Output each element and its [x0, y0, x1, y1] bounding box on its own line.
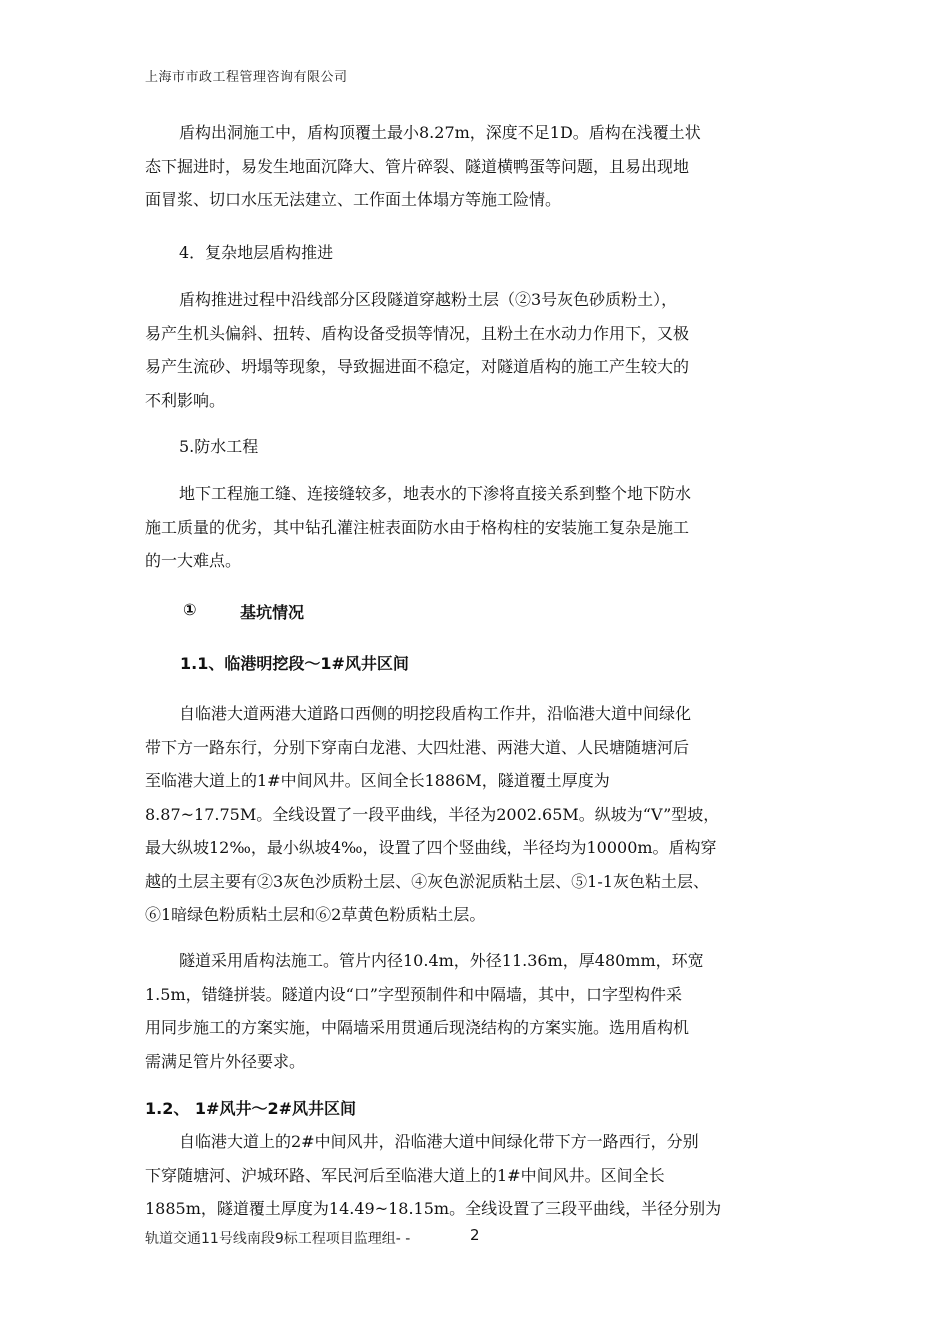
subsection-heading-1-1: 1.1、临港明挖段～1#风井区间	[180, 654, 409, 673]
text-line: 最大纵坡12‰，最小纵坡4‰，设置了四个竖曲线，半径均为10000m。盾构穿	[145, 838, 717, 857]
text-line: 自临港大道上的2#中间风井，沿临港大道中间绿化带下方一路西行，分别	[179, 1132, 699, 1151]
text-line: 1.5m，错缝拼装。隧道内设“口”字型预制件和中隔墙，其中，口字型构件采	[145, 984, 682, 1004]
text-line: 态下掘进时，易发生地面沉降大、管片碎裂、隧道横鸭蛋等问题，且易出现地	[145, 156, 690, 176]
paragraph-1	[145, 116, 820, 217]
paragraph-4	[145, 697, 820, 932]
text-line: 用同步施工的方案实施，中隔墙采用贯通后现浇结构的方案实施。选用盾构机	[145, 1018, 690, 1037]
paragraph-3	[145, 477, 820, 578]
text-line: 下穿随塘河、沪城环路、军民河后至临港大道上的1#中间风井。区间全长	[145, 1165, 665, 1185]
subsection-heading-1-2: 1.2、 1#风井～2#风井区间	[145, 1099, 356, 1118]
page-footer: 轨道交通11号线南段9标工程项目监理组- -	[145, 1231, 411, 1247]
page-number: 2	[470, 1226, 480, 1244]
section-number: ①	[183, 600, 197, 619]
text-line: 施工质量的优劣，其中钻孔灌注桩表面防水由于格构柱的安装施工复杂是施工	[145, 517, 690, 537]
text-line: 越的土层主要有②3灰色沙质粉土层、④灰色淤泥质粘土层、⑤1-1灰色粘土层、	[145, 871, 709, 891]
text-line: 1885m，隧道覆土厚度为14.49~18.15m。全线设置了三段平曲线，半径分别为	[145, 1199, 722, 1218]
paragraph-5	[145, 944, 820, 1078]
text-line: 隧道采用盾构法施工。管片内径10.4m，外径11.36m，厚480mm，环宽	[179, 951, 704, 970]
text-line: 地下工程施工缝、连接缝较多，地表水的下渗将直接关系到整个地下防水	[179, 484, 692, 503]
heading-text: 4．复杂地层盾构推进	[179, 243, 334, 262]
paragraph-6	[145, 1125, 820, 1226]
text-line: 面冒浆、切口水压无法建立、工作面土体塌方等施工险情。	[145, 190, 562, 209]
text-line: 8.87~17.75M。全线设置了一段平曲线，半径为2002.65M。纵坡为“V”型坡，	[145, 804, 720, 824]
text-line: 不利影响。	[145, 390, 226, 410]
text-line: 至临港大道上的1#中间风井。区间全长1886M，隧道覆土厚度为	[145, 771, 610, 790]
page-header: 上海市市政工程管理咨询有限公司	[145, 70, 348, 85]
text-line: 易产生流砂、坍塌等现象，导致掘进面不稳定，对隧道盾构的施工产生较大的	[145, 357, 690, 376]
text-line: 需满足管片外径要求。	[145, 1051, 306, 1071]
text-line: 自临港大道两港大道路口西侧的明挖段盾构工作井，沿临港大道中间绿化	[179, 704, 692, 723]
text-line: 易产生机头偏斜、扭转、盾构设备受损等情况，且粉土在水动力作用下，又极	[145, 323, 690, 343]
text-line: 的一大难点。	[145, 551, 242, 570]
text-line: 盾构推进过程中沿线部分区段隧道穿越粉土层（②3号灰色砂质粉土），	[179, 290, 678, 309]
heading-5	[145, 430, 820, 464]
section-title: 基坑情况	[240, 603, 305, 622]
text-line: ⑥1暗绿色粉质粘土层和⑥2草黄色粉质粘土层。	[145, 905, 486, 924]
heading-4	[145, 236, 820, 270]
text-line: 带下方一路东行，分别下穿南白龙港、大四灶港、两港大道、人民塘随塘河后	[145, 737, 690, 757]
text-line: 盾构出洞施工中，盾构顶覆土最小8.27m，深度不足1D。盾构在浅覆土状	[179, 123, 701, 142]
heading-text: 5.防水工程	[179, 437, 259, 456]
paragraph-2	[145, 283, 820, 417]
